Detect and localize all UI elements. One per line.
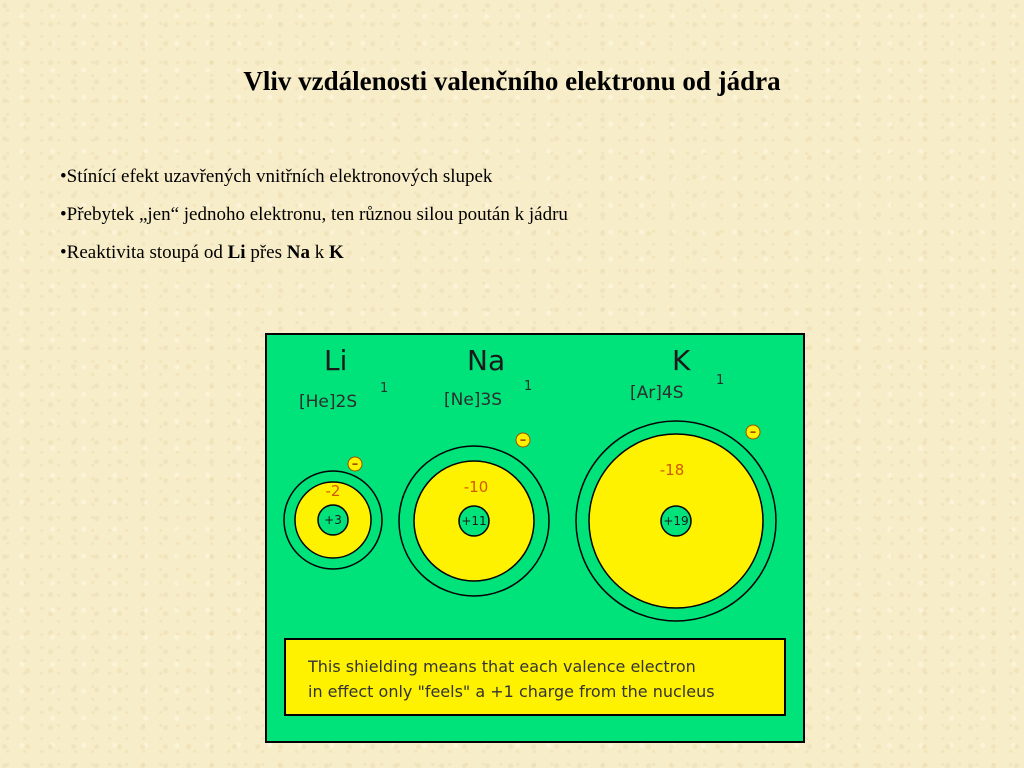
shell-charge-label: -2 — [325, 482, 341, 500]
atom-symbol: Li — [324, 344, 348, 377]
nucleus-charge-label: +11 — [461, 514, 487, 528]
bullet-excess-electron — [60, 201, 568, 239]
bullet-reactivity — [60, 239, 568, 277]
bullet-text: •Reaktivita stoupá od — [60, 242, 228, 263]
slide-title: Vliv vzdálenosti valenčního elektronu od jádra — [243, 66, 781, 96]
config-superscript: 1 — [380, 381, 389, 396]
bullet-list — [60, 163, 568, 277]
electron-config: [Ne]3S — [444, 390, 503, 410]
shell-charge-label: -10 — [463, 478, 489, 496]
valence-electron-sign: – — [749, 425, 757, 440]
atom-sodium — [399, 344, 549, 596]
bullet-text: k — [309, 242, 329, 263]
atom-lithium — [284, 344, 388, 569]
nucleus-charge-label: +3 — [324, 513, 342, 527]
atom-diagram — [265, 333, 805, 743]
config-superscript: 1 — [524, 379, 533, 394]
bullet-text: •Přebytek „jen“ jednoho elektronu, ten různou silou poután k jádru — [60, 204, 568, 225]
valence-electron-sign: – — [351, 457, 359, 472]
bullet-text: přes — [245, 242, 287, 263]
bullet-shielding — [60, 163, 568, 201]
valence-electron-sign: – — [519, 433, 527, 448]
electron-config: [He]2S — [299, 392, 358, 412]
shielding-caption — [284, 638, 786, 716]
caption-line: in effect only "feels" a +1 charge from the nucleus — [308, 682, 715, 701]
element-k: K — [328, 242, 344, 263]
bullet-text: •Stínící efekt uzavřených vnitřních elektronových slupek — [60, 166, 493, 187]
atom-symbol: K — [672, 344, 691, 377]
element-na: Na — [286, 242, 310, 263]
atom-potassium — [576, 344, 776, 621]
element-li: Li — [227, 242, 246, 263]
electron-config: [Ar]4S — [630, 383, 684, 403]
config-superscript: 1 — [716, 373, 725, 388]
caption-line: This shielding means that each valence electron — [308, 657, 696, 676]
atom-symbol: Na — [467, 344, 506, 377]
nucleus-charge-label: +19 — [663, 514, 689, 528]
shell-charge-label: -18 — [659, 461, 685, 479]
